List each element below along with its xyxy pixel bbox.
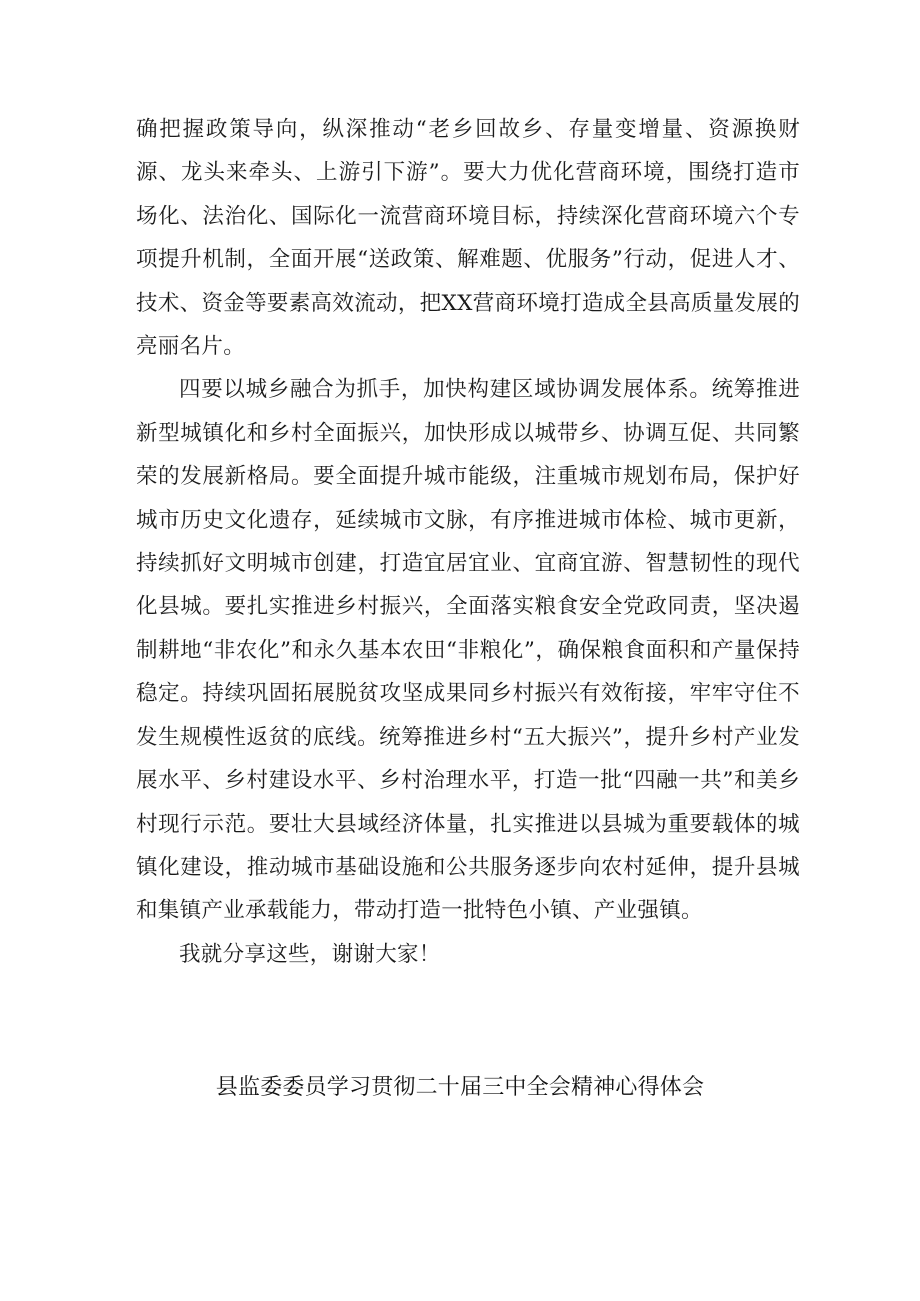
paragraph-continued: 确把握政策导向，纵深推动“老乡回故乡、存量变增量、资源换财源、龙头来牵头、上游引下游”。要大力优化营商环境，围绕打造市场化、法治化、国际化一流营商环境目标，持续深化营商环境六个专项提升机制，全面开展“送政策、解难题、优服务”行动，促进人才、技术、资金等要素高效流动，把XX营商环境打造成全县高质量发展的亮丽名片。: [136, 117, 800, 360]
document-body: [136, 108, 800, 976]
paragraph-closing: 我就分享这些，谢谢大家！: [179, 941, 441, 967]
section-title: 县监委委员学习贯彻二十届三中全会精神心得体会: [215, 1075, 705, 1100]
paragraph-urban-rural: 四要以城乡融合为抓手，加快构建区域协调发展体系。统筹推进新型城镇化和乡村全面振兴，加快形成以城带乡、协调互促、共同繁荣的发展新格局。要全面提升城市能级，注重城市规划布局，保护好城市历史文化遗存，延续城市文脉，有序推进城市体检、城市更新，持续抓好文明城市创建，打造宜居宜业、宜商宜游、智慧韧性的现代化县城。要扎实推进乡村振兴，全面落实粮食安全党政同责，坚决遏制耕地“非农化”和永久基本农田“非粮化”，确保粮食面积和产量保持稳定。持续巩固拓展脱贫攻坚成果同乡村振兴有效衔接，牢牢守住不发生规模性返贫的底线。统筹推进乡村“五大振兴”，提升乡村产业发展水平、乡村建设水平、乡村治理水平，打造一批“四融一共”和美乡村现行示范。要壮大县域经济体量，扎实推进以县城为重要载体的城镇化建设，推动城市基础设施和公共服务逐步向农村延伸，提升县城和集镇产业承载能力，带动打造一批特色小镇、产业强镇。: [136, 377, 800, 924]
